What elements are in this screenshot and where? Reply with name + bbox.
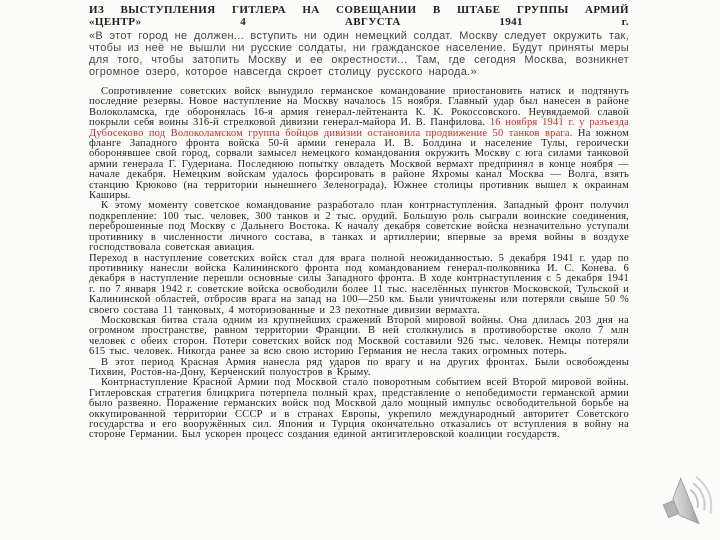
- paragraph: [89, 201, 629, 253]
- slide-title-line-1: ИЗ ВЫСТУПЛЕНИЯ ГИТЛЕРА НА СОВЕЩАНИИ В ШТАБЕ ГРУППЫ АРМИЙ: [89, 4, 629, 16]
- text-segment: В этот период Красная Армия нанесла ряд ударов по врагу и на других фронтах. Были освобождены Тихвин, Ростов-на-Дону, Керченский полуостров в Крыму.: [89, 356, 629, 378]
- paragraph: [89, 254, 629, 316]
- text-block: [89, 4, 629, 441]
- article-text: [89, 87, 629, 441]
- text-segment: Сопротивление советских войск вынудило германское командование приостановить натиск и подтянуть последние резервы. Новое наступление на Москву началось 15 ноября. Главный удар был нанесен в районе Волоколамска, где оборонялась 16-я армия генерал-лейтенанта К. К. Рокоссовского. Неувядаемой славой покрыли себя воины 316-й стрелковой дивизии генерал-майора И. В. Панфилова.: [89, 86, 629, 129]
- paragraph: [89, 316, 629, 358]
- text-segment: К этому моменту советское командование разработало план контрнаступления. Западный фронт получил подкрепление: 100 тыс. человек, 300 танков и 2 тыс. орудий. Большую роль сыграли воинские соединения, переброшенные под Москву с Дальнего Востока. К началу декабря советские войска незначительно уступали противнику в численности личного состава, в танках и артиллерии; впервые за время войны в воздухе господствовала советская авиация.: [89, 200, 629, 254]
- paragraph: [89, 378, 629, 440]
- title-token: 4: [240, 16, 247, 28]
- text-segment: Московская битва стала одним из крупнейших сражений Второй мировой войны. Она длилась 203 дня на огромном пространстве, равном территории Франции. В ней столкнулись в противоборстве около 7 млн человек с обеих сторон. Потери советских войск под Москвой составили 926 тыс. человек. Немцы потеряли 615 тыс. человек. Никогда ранее за всю свою историю Германия не несла таких огромных потерь.: [89, 314, 629, 358]
- title-token: «ЦЕНТР»: [89, 16, 142, 28]
- paragraph: [89, 87, 629, 201]
- audio-control[interactable]: [657, 469, 715, 535]
- paragraph: [89, 358, 629, 379]
- highlighted-text-segment: 16 ноября 1941 г. у разъезда Дубосеково под Волоколамском группа бойцов дивизии остановила продвижение 50 танков врага.: [89, 117, 629, 139]
- sound-wave-large: [696, 475, 715, 512]
- text-segment: Переход в наступление советских войск стал для врага полной неожиданностью. 5 декабря 1941 г. удар по противнику нанесли войска Калининского фронта под командованием генерал-полковника И. С. Конева. 6 декабря в наступление перешли основные силы Западного фронта. В ходе контрнаступления с 5 декабря 1941 г. по 7 января 1942 г. советские войска освободили более 11 тыс. населённых пунктов Московской, Тульской и Калининской областей, отбросив врага на запад на 100—250 км. Были уничтожены или потеряли свыше 50 % своего состава 11 танковых, 4 моторизованные и 23 пехотные дивизии вермахта.: [89, 252, 629, 316]
- speaker-icon[interactable]: [657, 469, 715, 535]
- title-token: 1941: [499, 16, 523, 28]
- text-segment: Контрнаступление Красной Армии под Москвой стало поворотным событием всей Второй мировой войны. Гитлеровская стратегия блицкрига потерпела полный крах, представление о непобедимости германской армии было развеяно. Поражение германских войск под Москвой дало мощный импульс освободительной борьбе на оккупированной территории СССР и в странах Европы, укрепило международный авторитет Советского государства и его вооружённых сил. Япония и Турция окончательно отказались от вступления в войну на стороне Германии. Был ускорен процесс создания единой антигитлеровской коалиции государств.: [89, 377, 629, 441]
- sound-wave-small: [691, 489, 700, 507]
- slide-title-line-2: [89, 16, 629, 28]
- title-token: АВГУСТА: [344, 16, 401, 28]
- text-segment: На южном фланге Западного фронта войска 50-й армии генерала И. В. Болдина и население Тулы, героически оборонявшее свой город, сорвали замысел немецкого командования окружить Москву с юга силами танковой армии генерала Г. Гудериана. Последнюю попытку овладеть Москвой вермахт предпринял в конце ноября — начале декабря. Немецким войскам удалось форсировать в районе Яхромы канал Москва — Волга, взять станцию Крюково (на территории нынешнего Зеленограда). Южнее столицы противник вышел к окраинам Каширы.: [89, 127, 629, 202]
- title-token: г.: [621, 16, 629, 28]
- hitler-quote: «В этот город не должен... вступить ни один немецкий солдат. Москву следует окружить так, чтобы из неё не вышли ни русские солдаты, ни гражданское население. Будут приняты меры для того, чтобы затопить Москву и ее окрестности... Там, где сегодня Москва, возникнет огромное озеро, которое навсегда скроет столицу русского народа.»: [89, 30, 629, 78]
